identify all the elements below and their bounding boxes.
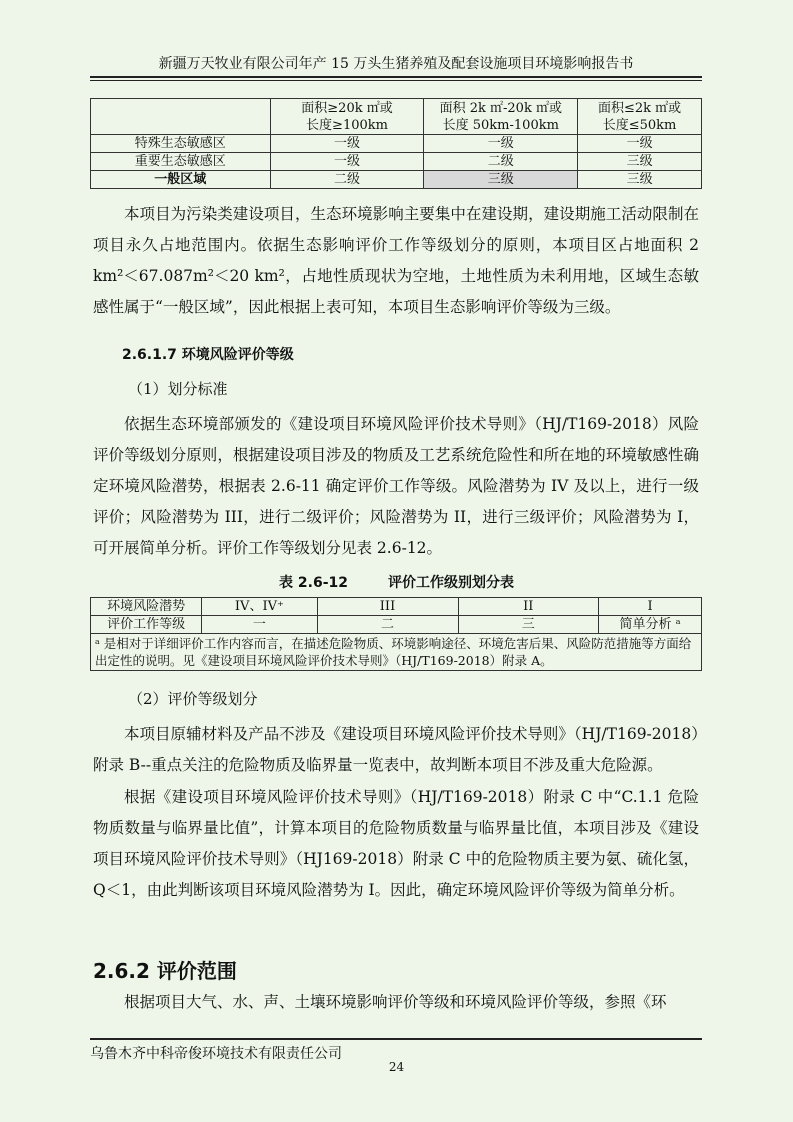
table1-col-header: 面积 2k ㎡-20k ㎡或 长度 50km-100km — [424, 99, 578, 135]
table-cell: 简单分析 ᵃ — [599, 616, 702, 634]
table-cell: 一 — [202, 616, 317, 634]
table-cell: 一级 — [578, 135, 702, 153]
table-caption — [0, 572, 793, 592]
table-cell: 三级 — [578, 171, 702, 189]
table-cell: 一级 — [270, 153, 424, 171]
row-label: 评价工作等级 — [91, 616, 202, 634]
row-label: 重要生态敏感区 — [91, 153, 271, 171]
risk-grade-table — [90, 597, 702, 671]
section-heading-262: 2.6.2 评价范围 — [93, 959, 237, 983]
footer-rule — [90, 1038, 702, 1040]
highlighted-cell: 三级 — [424, 171, 578, 189]
table1-col-header: 面积≥20k ㎡或 长度≥100km — [270, 99, 424, 135]
header-rule-thick — [90, 76, 702, 78]
table1-col-header: 面积≤2k ㎡或 长度≤50km — [578, 99, 702, 135]
page-header: 新疆万天牧业有限公司年产 15 万头生猪养殖及配套设施项目环境影响报告书 — [158, 56, 634, 72]
table-cell: 二级 — [424, 153, 578, 171]
table-cell: III — [317, 598, 458, 616]
row-label: 特殊生态敏感区 — [91, 135, 271, 153]
table-cell: I — [599, 598, 702, 616]
table-caption-number: 表 2.6-12 — [279, 575, 348, 591]
table-cell: 三级 — [578, 153, 702, 171]
table1-corner — [91, 99, 271, 135]
header-rule-thin — [90, 80, 702, 81]
table-footnote: ᵃ 是相对于详细评价工作内容而言，在描述危险物质、环境影响途径、环境危害后果、风险防范措施等方面给出定性的说明。见《建设项目环境风险评价技术导则》（HJ/T169-2018）附录 A。 — [91, 634, 702, 671]
section-heading-2617: 2.6.1.7 环境风险评价等级 — [122, 347, 294, 363]
paragraph-no-major-hazard: 本项目原辅材料及产品不涉及《建设项目环境风险评价技术导则》（HJ/T169-2018）附录 B--重点关注的危险物质及临界量一览表中，故判断本项目不涉及重大危险源。 — [93, 725, 699, 774]
paragraph-ecology-conclusion: 本项目为污染类建设项目，生态环境影响主要集中在建设期，建设期施工活动限制在项目永久占地范围内。依据生态影响评价工作等级划分的原则，本项目区占地面积 2 km²＜67.087m²＜20 km²，占地性质现状为空地，土地性质为未利用地，区域生态敏感性属于“一般区域”，因此根据上表可知，本项目生态影响评价等级为三级。 — [93, 205, 699, 316]
row-label: 一般区域 — [91, 171, 271, 189]
table-row — [91, 153, 702, 171]
table-cell: 二级 — [270, 171, 424, 189]
table-row — [91, 598, 702, 616]
table-cell: IV、IV⁺ — [202, 598, 317, 616]
footer-company: 乌鲁木齐中科帝俊环境技术有限责任公司 — [90, 1046, 342, 1062]
table-row — [91, 616, 702, 634]
table-row — [91, 135, 702, 153]
row-label: 环境风险潜势 — [91, 598, 202, 616]
page-number: 24 — [388, 1060, 405, 1074]
table-cell: 一级 — [424, 135, 578, 153]
subheading-grading: （2）评价等级划分 — [128, 690, 258, 708]
paragraph-scope: 根据项目大气、水、声、土壤环境影响评价等级和环境风险评价等级，参照《环 — [124, 993, 667, 1011]
paragraph-risk-criteria: 依据生态环境部颁发的《建设项目环境风险评价技术导则》（HJ/T169-2018）风险评价等级划分原则，根据建设项目涉及的物质及工艺系统危险性和所在地的环境敏感性确定环境风险潜势，根据表 2.6-11 确定评价工作等级。风险潜势为 IV 及以上，进行一级评价；风险潜势为 III，进行二级评价；风险潜势为 II，进行三级评价；风险潜势为 I，可开展简单分析。评价工作等级划分见表 2.6-12。 — [93, 415, 699, 557]
table-row — [91, 171, 702, 189]
subheading-criteria: （1）划分标准 — [128, 380, 228, 398]
table-cell: II — [458, 598, 599, 616]
table-cell: 一级 — [270, 135, 424, 153]
paragraph-risk-potential: 根据《建设项目环境风险评价技术导则》（HJ/T169-2018）附录 C 中“C.1.1 危险物质数量与临界量比值”，计算本项目的危险物质数量与临界量比值，本项目涉及《建设项目环境风险评价技术导则》（HJ169-2018）附录 C 中的危险物质主要为氨、硫化氢，Q＜1，由此判断该项目环境风险潜势为 I。因此，确定环境风险评价等级为简单分析。 — [93, 788, 699, 899]
table-cell: 三 — [458, 616, 599, 634]
ecology-grade-table — [90, 98, 702, 189]
table-cell: 二 — [317, 616, 458, 634]
table-caption-title: 评价工作级别划分表 — [387, 575, 514, 591]
